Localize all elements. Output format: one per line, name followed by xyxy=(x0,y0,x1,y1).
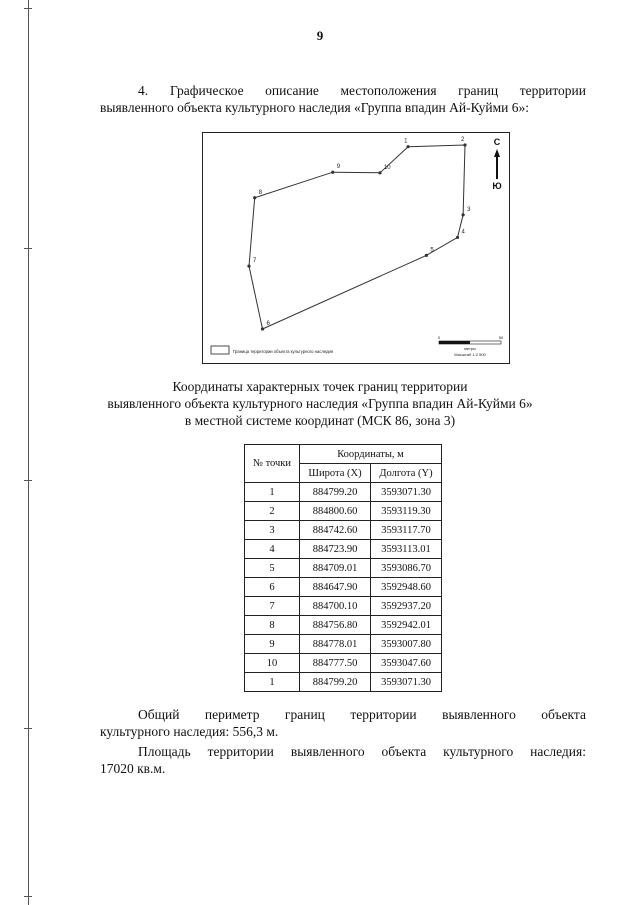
point-label: 1 xyxy=(404,138,408,145)
table-row xyxy=(245,673,442,692)
point-number-cell: 6 xyxy=(245,578,300,597)
section-heading xyxy=(100,82,586,116)
boundary-point xyxy=(261,327,264,330)
boundary-point xyxy=(378,171,381,174)
point-label: 6 xyxy=(266,321,270,327)
boundary-point xyxy=(331,171,334,174)
header-coordinates: Координаты, м xyxy=(300,445,442,464)
table-row xyxy=(245,635,442,654)
table-row xyxy=(245,502,442,521)
header-point-number: № точки xyxy=(245,445,300,483)
scale-unit-label: метры xyxy=(464,346,476,351)
coordinates-title-line-3: в местной системе координат (МСК 86, зона 3) xyxy=(184,413,456,428)
boundary-point xyxy=(425,254,428,257)
point-number-cell: 8 xyxy=(245,616,300,635)
point-label: 9 xyxy=(336,164,341,171)
point-number-cell: 10 xyxy=(245,654,300,673)
boundary-point xyxy=(253,196,256,199)
latitude-cell: 884647.90 xyxy=(300,578,371,597)
boundary-point xyxy=(456,236,459,239)
legend-swatch xyxy=(211,346,229,354)
coordinates-title-line-1: Координаты характерных точек границ территории xyxy=(172,379,468,394)
table-row xyxy=(245,578,442,597)
south-label: Ю xyxy=(492,181,502,191)
margin-tick xyxy=(24,248,32,249)
point-number-cell: 1 xyxy=(245,673,300,692)
point-number-cell: 5 xyxy=(245,559,300,578)
longitude-cell: 3593119.30 xyxy=(371,502,442,521)
boundary-point xyxy=(462,213,465,216)
point-label: 5 xyxy=(430,247,434,254)
coordinates-title-line-2: выявленного объекта культурного наследия «Группа впадин Ай-Куйми 6» xyxy=(107,396,533,411)
latitude-cell: 884709.01 xyxy=(300,559,371,578)
area-line-1: Площадь территории выявленного объекта культурного наследия: xyxy=(138,744,586,759)
margin-tick xyxy=(24,8,32,9)
point-number-cell: 9 xyxy=(245,635,300,654)
margin-tick xyxy=(24,728,32,729)
point-number-cell: 2 xyxy=(245,502,300,521)
perimeter-line-2: культурного наследия: 556,3 м. xyxy=(100,724,279,739)
perimeter-line-1: Общий периметр границ территории выявленного объекта xyxy=(138,707,586,722)
latitude-cell: 884778.01 xyxy=(300,635,371,654)
legend-text: Граница территории объекта культурного наследия xyxy=(233,349,334,354)
margin-tick xyxy=(24,480,32,481)
boundary-point xyxy=(247,265,250,268)
boundary-point xyxy=(406,145,409,148)
point-number-cell: 7 xyxy=(245,597,300,616)
longitude-cell: 3593047.60 xyxy=(371,654,442,673)
table-row xyxy=(245,559,442,578)
table-row xyxy=(245,540,442,559)
coordinates-table xyxy=(244,444,442,692)
header-longitude: Долгота (Y) xyxy=(371,464,442,483)
margin-tick xyxy=(24,896,32,897)
longitude-cell: 3593113.01 xyxy=(371,540,442,559)
coordinates-title xyxy=(80,378,560,429)
latitude-cell: 884756.80 xyxy=(300,616,371,635)
longitude-cell: 3593071.30 xyxy=(371,673,442,692)
section-number: 4. xyxy=(138,83,149,98)
north-label: С xyxy=(493,137,501,147)
longitude-cell: 3593086.70 xyxy=(371,559,442,578)
heading-line-1: Графическое описание местоположения границ территории xyxy=(170,83,586,98)
area-line-2: 17020 кв.м. xyxy=(100,761,166,776)
heading-line-2: выявленного объекта культурного наследия «Группа впадин Ай-Куйми 6»: xyxy=(100,100,529,115)
point-number-cell: 4 xyxy=(245,540,300,559)
table-row xyxy=(245,521,442,540)
boundary-point xyxy=(463,143,466,146)
area-paragraph xyxy=(100,743,586,777)
header-latitude: Широта (X) xyxy=(300,464,371,483)
longitude-cell: 3593071.30 xyxy=(371,483,442,502)
table-row xyxy=(245,483,442,502)
point-label: 7 xyxy=(253,258,257,265)
point-number-cell: 3 xyxy=(245,521,300,540)
point-label: 3 xyxy=(467,206,471,213)
point-label: 4 xyxy=(461,229,465,236)
latitude-cell: 884723.90 xyxy=(300,540,371,559)
latitude-cell: 884799.20 xyxy=(300,673,371,692)
point-label: 2 xyxy=(461,137,465,143)
boundary-polygon xyxy=(249,145,465,329)
map-canvas xyxy=(203,133,509,363)
binding-margin-line xyxy=(28,0,29,905)
longitude-cell: 3592948.60 xyxy=(371,578,442,597)
latitude-cell: 884700.10 xyxy=(300,597,371,616)
latitude-cell: 884777.50 xyxy=(300,654,371,673)
boundary-map xyxy=(202,132,510,364)
longitude-cell: 3593117.70 xyxy=(371,521,442,540)
point-label: 8 xyxy=(258,189,263,196)
point-number-cell: 1 xyxy=(245,483,300,502)
table-row xyxy=(245,654,442,673)
page-number: 9 xyxy=(316,28,324,43)
scale-end-label: 50 xyxy=(498,335,504,340)
perimeter-paragraph xyxy=(100,706,586,740)
table-row xyxy=(245,616,442,635)
latitude-cell: 884742.60 xyxy=(300,521,371,540)
point-label: 10 xyxy=(383,164,391,171)
table-row xyxy=(245,597,442,616)
latitude-cell: 884799.20 xyxy=(300,483,371,502)
longitude-cell: 3593007.80 xyxy=(371,635,442,654)
latitude-cell: 884800.60 xyxy=(300,502,371,521)
longitude-cell: 3592937.20 xyxy=(371,597,442,616)
longitude-cell: 3592942.01 xyxy=(371,616,442,635)
north-arrow-icon xyxy=(494,149,500,157)
scale-bar-fill xyxy=(439,341,470,344)
scale-start-label: 0 xyxy=(437,335,441,340)
scale-text: Масштаб 1:2 500 xyxy=(454,352,486,357)
